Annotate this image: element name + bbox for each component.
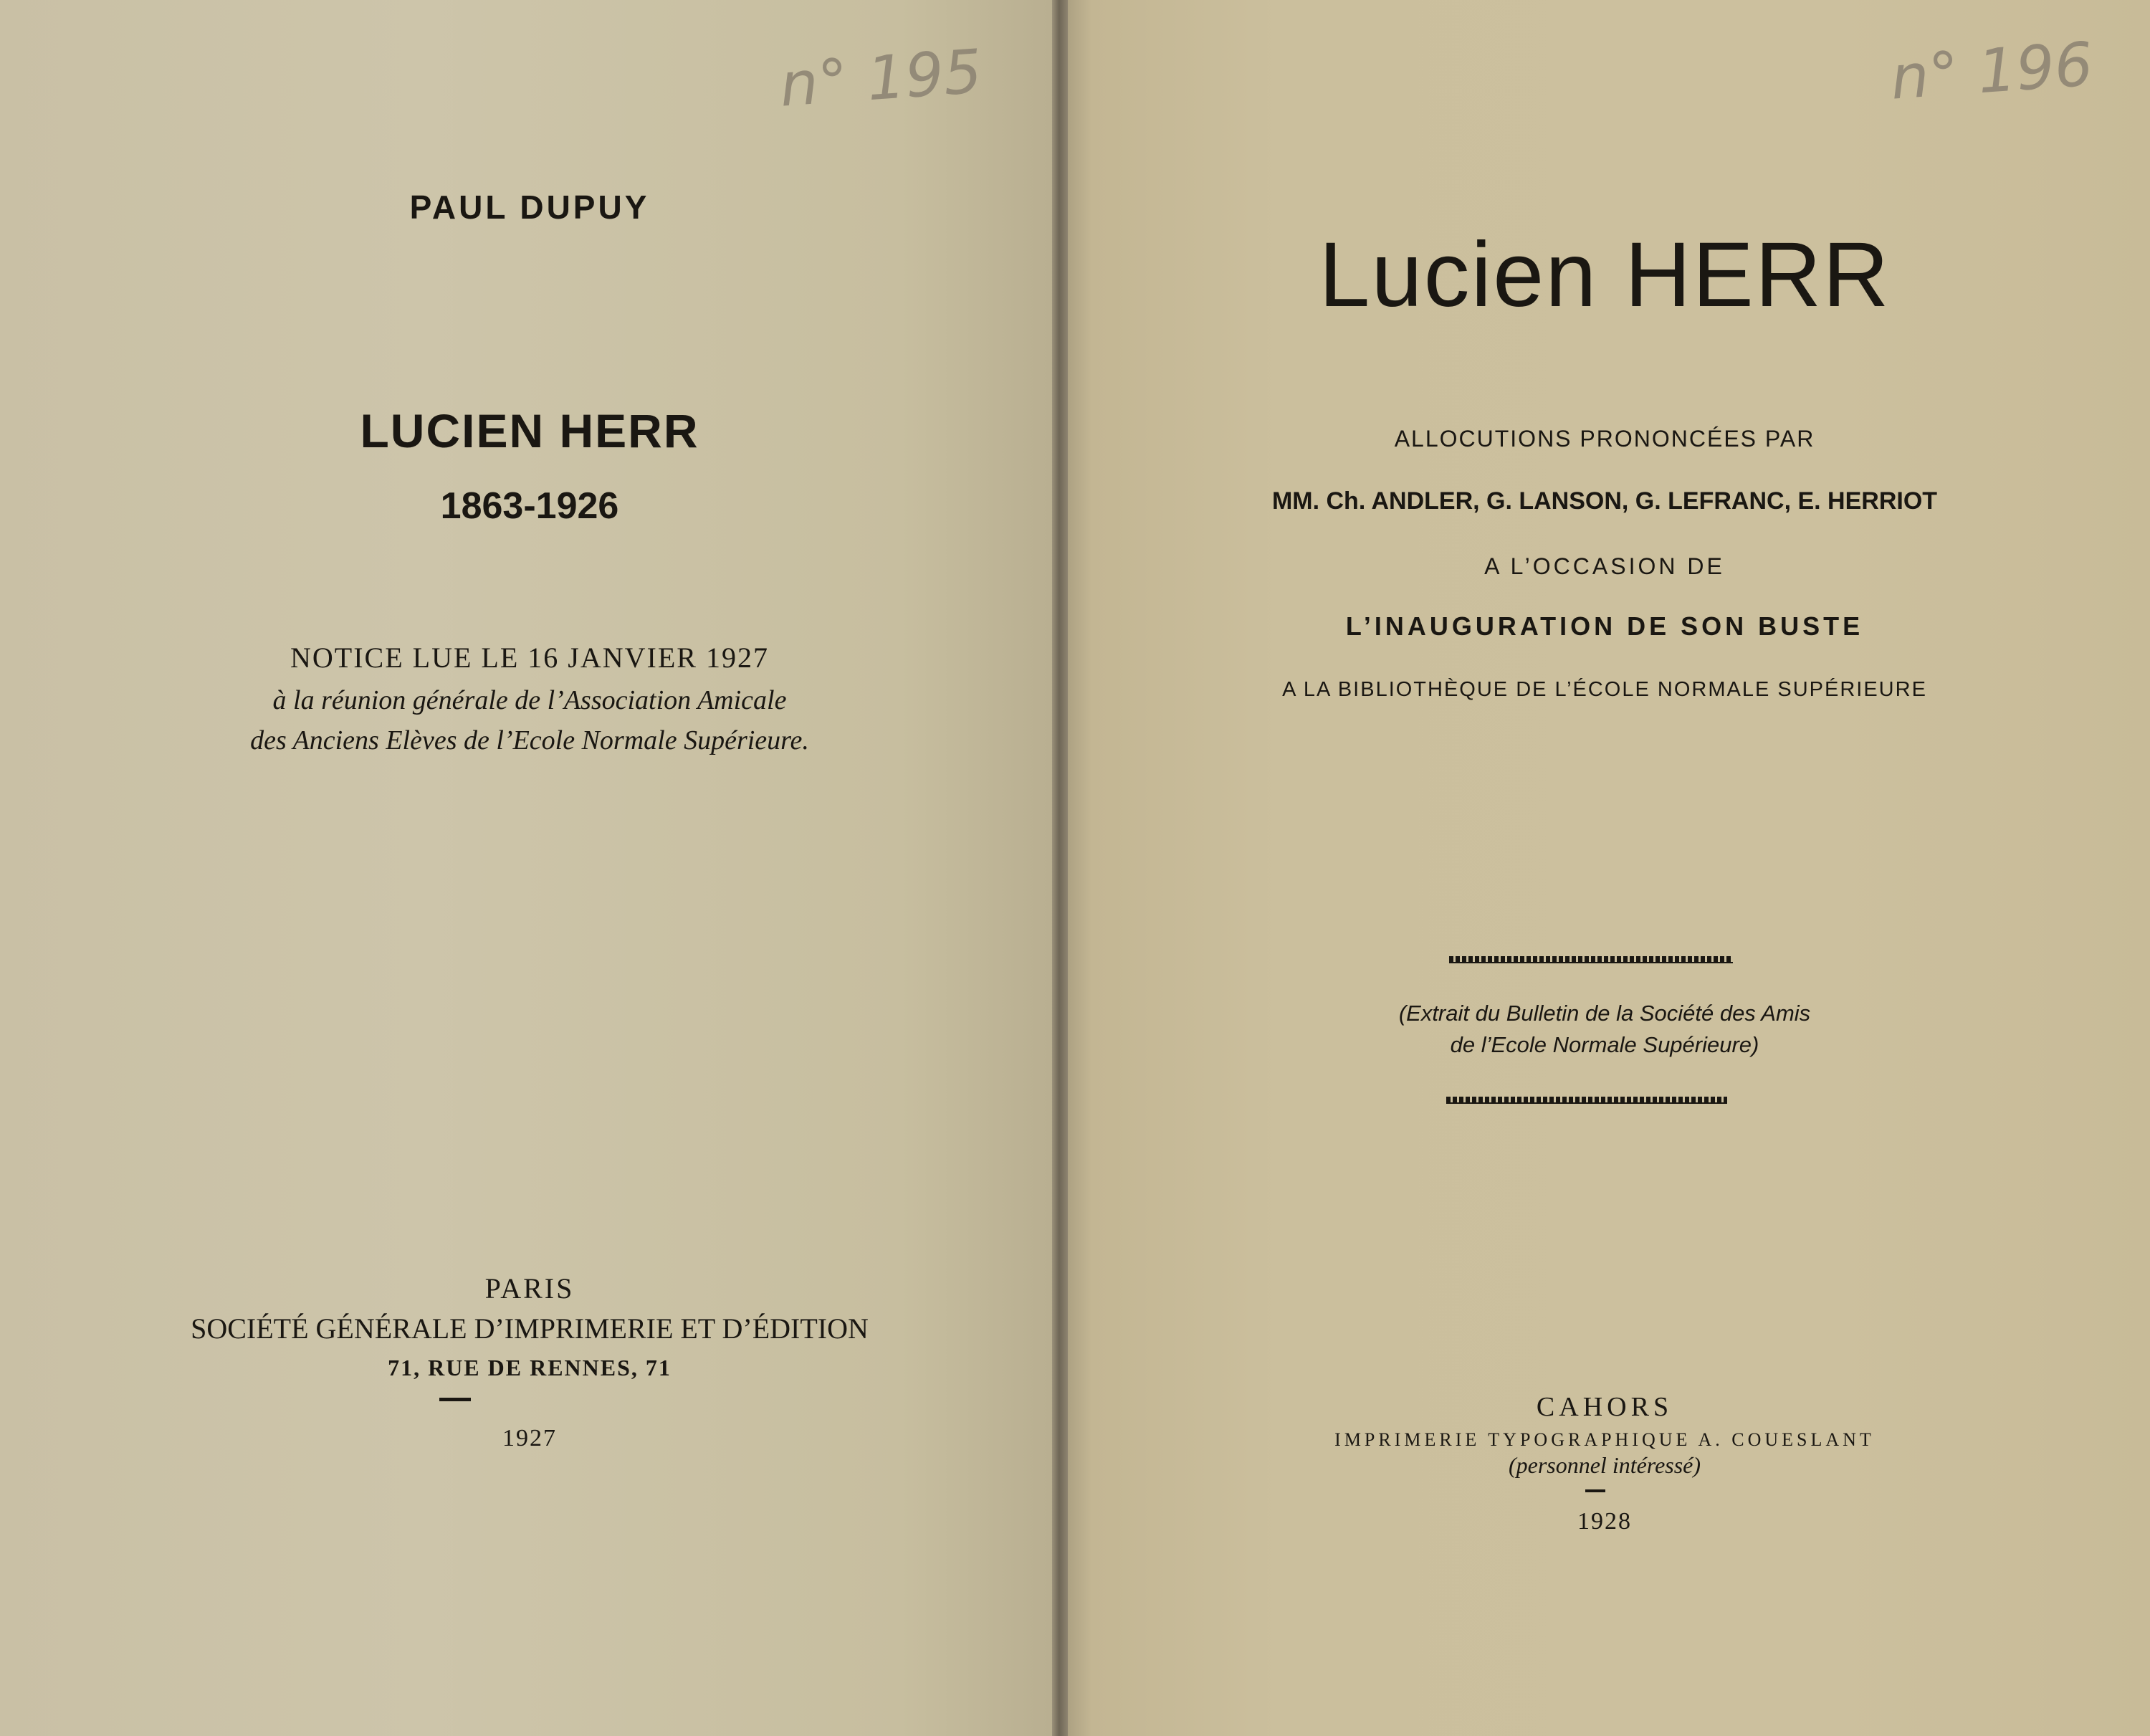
right-printer: IMPRIMERIE TYPOGRAPHIQUE A. COUESLANT xyxy=(1334,1429,1875,1450)
author-name: PAUL DUPUY xyxy=(409,189,650,226)
wavy-rule-top xyxy=(1449,956,1733,963)
right-dash-divider xyxy=(1585,1489,1605,1492)
notice-line-2: à la réunion générale de l’Association Amicale xyxy=(272,685,787,715)
right-city: CAHORS xyxy=(1536,1392,1673,1422)
speakers-line: MM. Ch. ANDLER, G. LANSON, G. LEFRANC, E. HERRIOT xyxy=(1271,487,1938,515)
bibliotheque-line: A LA BIBLIOTHÈQUE DE L’ÉCOLE NORMALE SUPÉRIEURE xyxy=(1282,678,1927,701)
notice-line-3: des Anciens Elèves de l’Ecole Normale Supérieure. xyxy=(250,725,809,755)
left-page xyxy=(0,0,1059,1736)
occasion-line: A L’OCCASION DE xyxy=(1484,553,1725,579)
right-personnel: (personnel intéressé) xyxy=(1508,1452,1701,1478)
left-title: LUCIEN HERR xyxy=(360,404,699,457)
inauguration-line: L’INAUGURATION DE SON BUSTE xyxy=(1345,611,1864,641)
left-years: 1863-1926 xyxy=(440,485,619,527)
right-handwritten-number: n° 196 xyxy=(1888,29,2096,113)
extrait-line-2: de l’Ecole Normale Supérieure) xyxy=(1450,1032,1759,1057)
left-publisher: SOCIÉTÉ GÉNÉRALE D’IMPRIMERIE ET D’ÉDITION xyxy=(191,1312,869,1345)
right-title: Lucien HERR xyxy=(1319,224,1891,326)
book-gutter xyxy=(1052,0,1068,1736)
left-address: 71, RUE DE RENNES, 71 xyxy=(388,1355,672,1380)
extrait-line-1: (Extrait du Bulletin de la Société des Amis xyxy=(1398,1001,1811,1026)
left-city: PARIS xyxy=(484,1272,575,1305)
allocutions-line: ALLOCUTIONS PRONONCÉES PAR xyxy=(1394,426,1815,452)
right-year: 1928 xyxy=(1577,1508,1632,1535)
left-year: 1927 xyxy=(502,1425,557,1451)
wavy-rule-bottom xyxy=(1446,1097,1727,1104)
left-dash-divider xyxy=(439,1398,471,1401)
left-handwritten-number: n° 195 xyxy=(777,36,985,120)
right-page xyxy=(1059,0,2150,1736)
notice-line-1: NOTICE LUE LE 16 JANVIER 1927 xyxy=(290,642,769,674)
